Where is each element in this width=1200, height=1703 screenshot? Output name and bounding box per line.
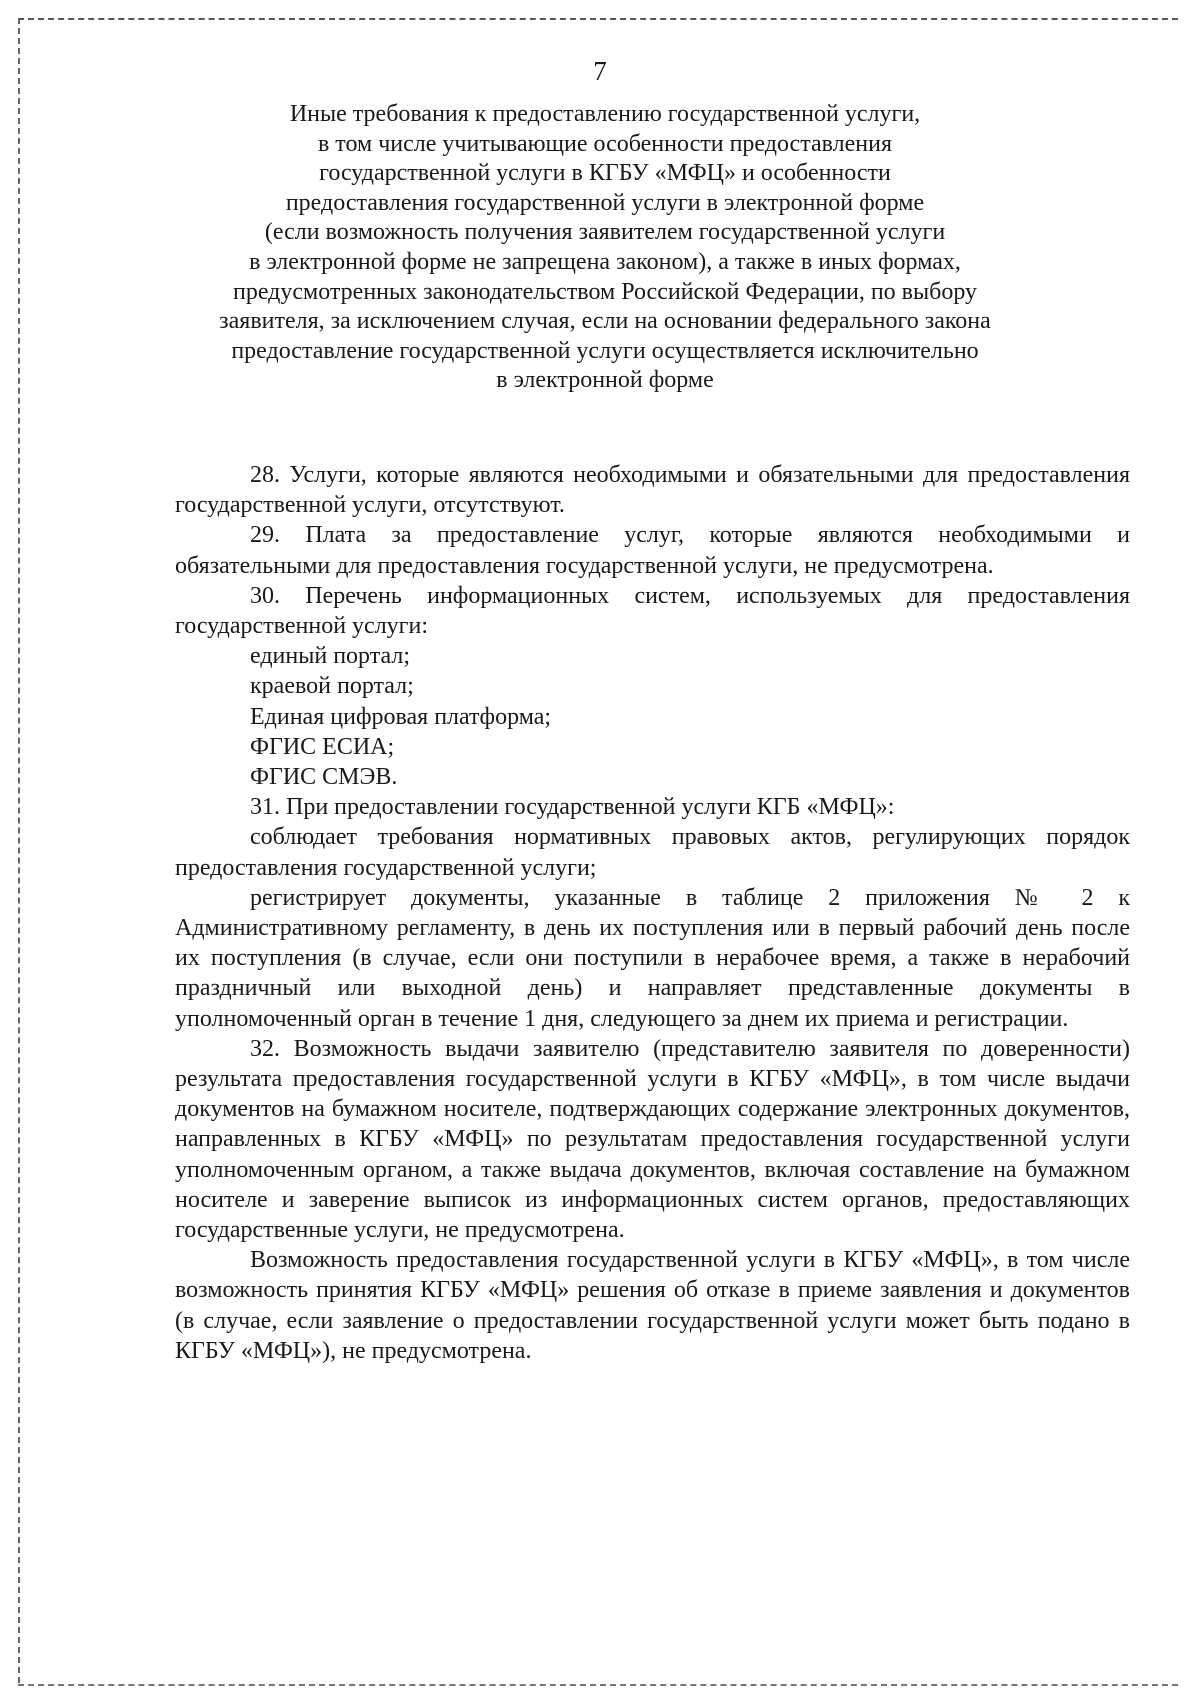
scan-border-left — [18, 18, 20, 1683]
document-body — [175, 460, 1130, 1366]
heading-line: государственной услуги в КГБУ «МФЦ» и особенности — [319, 160, 891, 187]
page-number: 7 — [593, 56, 607, 86]
paragraph-32-continuation: Возможность предоставления государственной услуги в КГБУ «МФЦ», в том числе возможность принятия КГБУ «МФЦ» решения об отказе в приеме заявления и документов (в случае, если заявление о предоставлении государственной услуги может быть подано в КГБУ «МФЦ»), не предусмотрена. — [175, 1247, 1130, 1364]
heading-line: заявителя, за исключением случая, если на основании федерального закона — [219, 308, 991, 335]
scan-border-bottom — [18, 1684, 1178, 1686]
paragraph-28: 28. Услуги, которые являются необходимыми и обязательными для предоставления государственной услуги, отсутствуют. — [175, 462, 1130, 519]
paragraph-31-item-b: регистрирует документы, указанные в таблице 2 приложения № 2 к Административному регламенту, в день их поступления или в первый рабочий день после их поступления (в случае, если они поступили в нерабочее время, а также в нерабочий праздничный или выходной день) и направляет представленные документы в уполномоченный орган в течение 1 дня, следующего за днем их приема и регистрации. — [175, 884, 1130, 1032]
paragraph-29: 29. Плата за предоставление услуг, которые являются необходимыми и обязательными для предоставления государственной услуги, не предусмотрена. — [175, 522, 1130, 579]
heading-line: предоставления государственной услуги в электронной форме — [285, 189, 925, 216]
heading-line: Иные требования к предоставлению государственной услуги, — [289, 101, 921, 127]
section-heading — [160, 100, 1050, 396]
paragraph-31-item-a: соблюдает требования нормативных правовых актов, регулирующих порядок предоставления государственной услуги; — [175, 824, 1130, 881]
system-list-item: Единая цифровая платформа; — [250, 703, 552, 730]
heading-line: в электронной форме — [496, 367, 714, 394]
paragraph-32: 32. Возможность выдачи заявителю (представителю заявителя по доверенности) результата предоставления государственной услуги в КГБУ «МФЦ», в том числе выдачи документов на бумажном носителе, подтверждающих содержание электронных документов, направленных в КГБУ «МФЦ» по результатам предоставления государственной услуги уполномоченным органом, а также выдача документов, включая составление на бумажном носителе и заверение выписок из информационных систем органов, предоставляющих государственные услуги, не предусмотрена. — [175, 1035, 1130, 1244]
heading-line: в том числе учитывающие особенности предоставления — [317, 130, 893, 157]
heading-line: предусмотренных законодательством Российской Федерации, по выбору — [232, 278, 978, 305]
system-list-item: краевой портал; — [250, 673, 414, 700]
paragraph-30: 30. Перечень информационных систем, используемых для предоставления государственной услуги: — [175, 582, 1130, 640]
scan-border-top — [18, 18, 1178, 20]
heading-line: (если возможность получения заявителем государственной услуги — [264, 219, 946, 246]
heading-line: в электронной форме не запрещена законом), а также в иных формах, — [249, 248, 961, 275]
system-list-item: ФГИС ЕСИА; — [250, 733, 395, 760]
system-list-item: единый портал; — [250, 643, 411, 670]
heading-line: предоставление государственной услуги осуществляется исключительно — [231, 337, 979, 364]
system-list-item: ФГИС СМЭВ. — [250, 764, 398, 791]
paragraph-31: 31. При предоставлении государственной услуги КГБ «МФЦ»: — [250, 794, 895, 821]
